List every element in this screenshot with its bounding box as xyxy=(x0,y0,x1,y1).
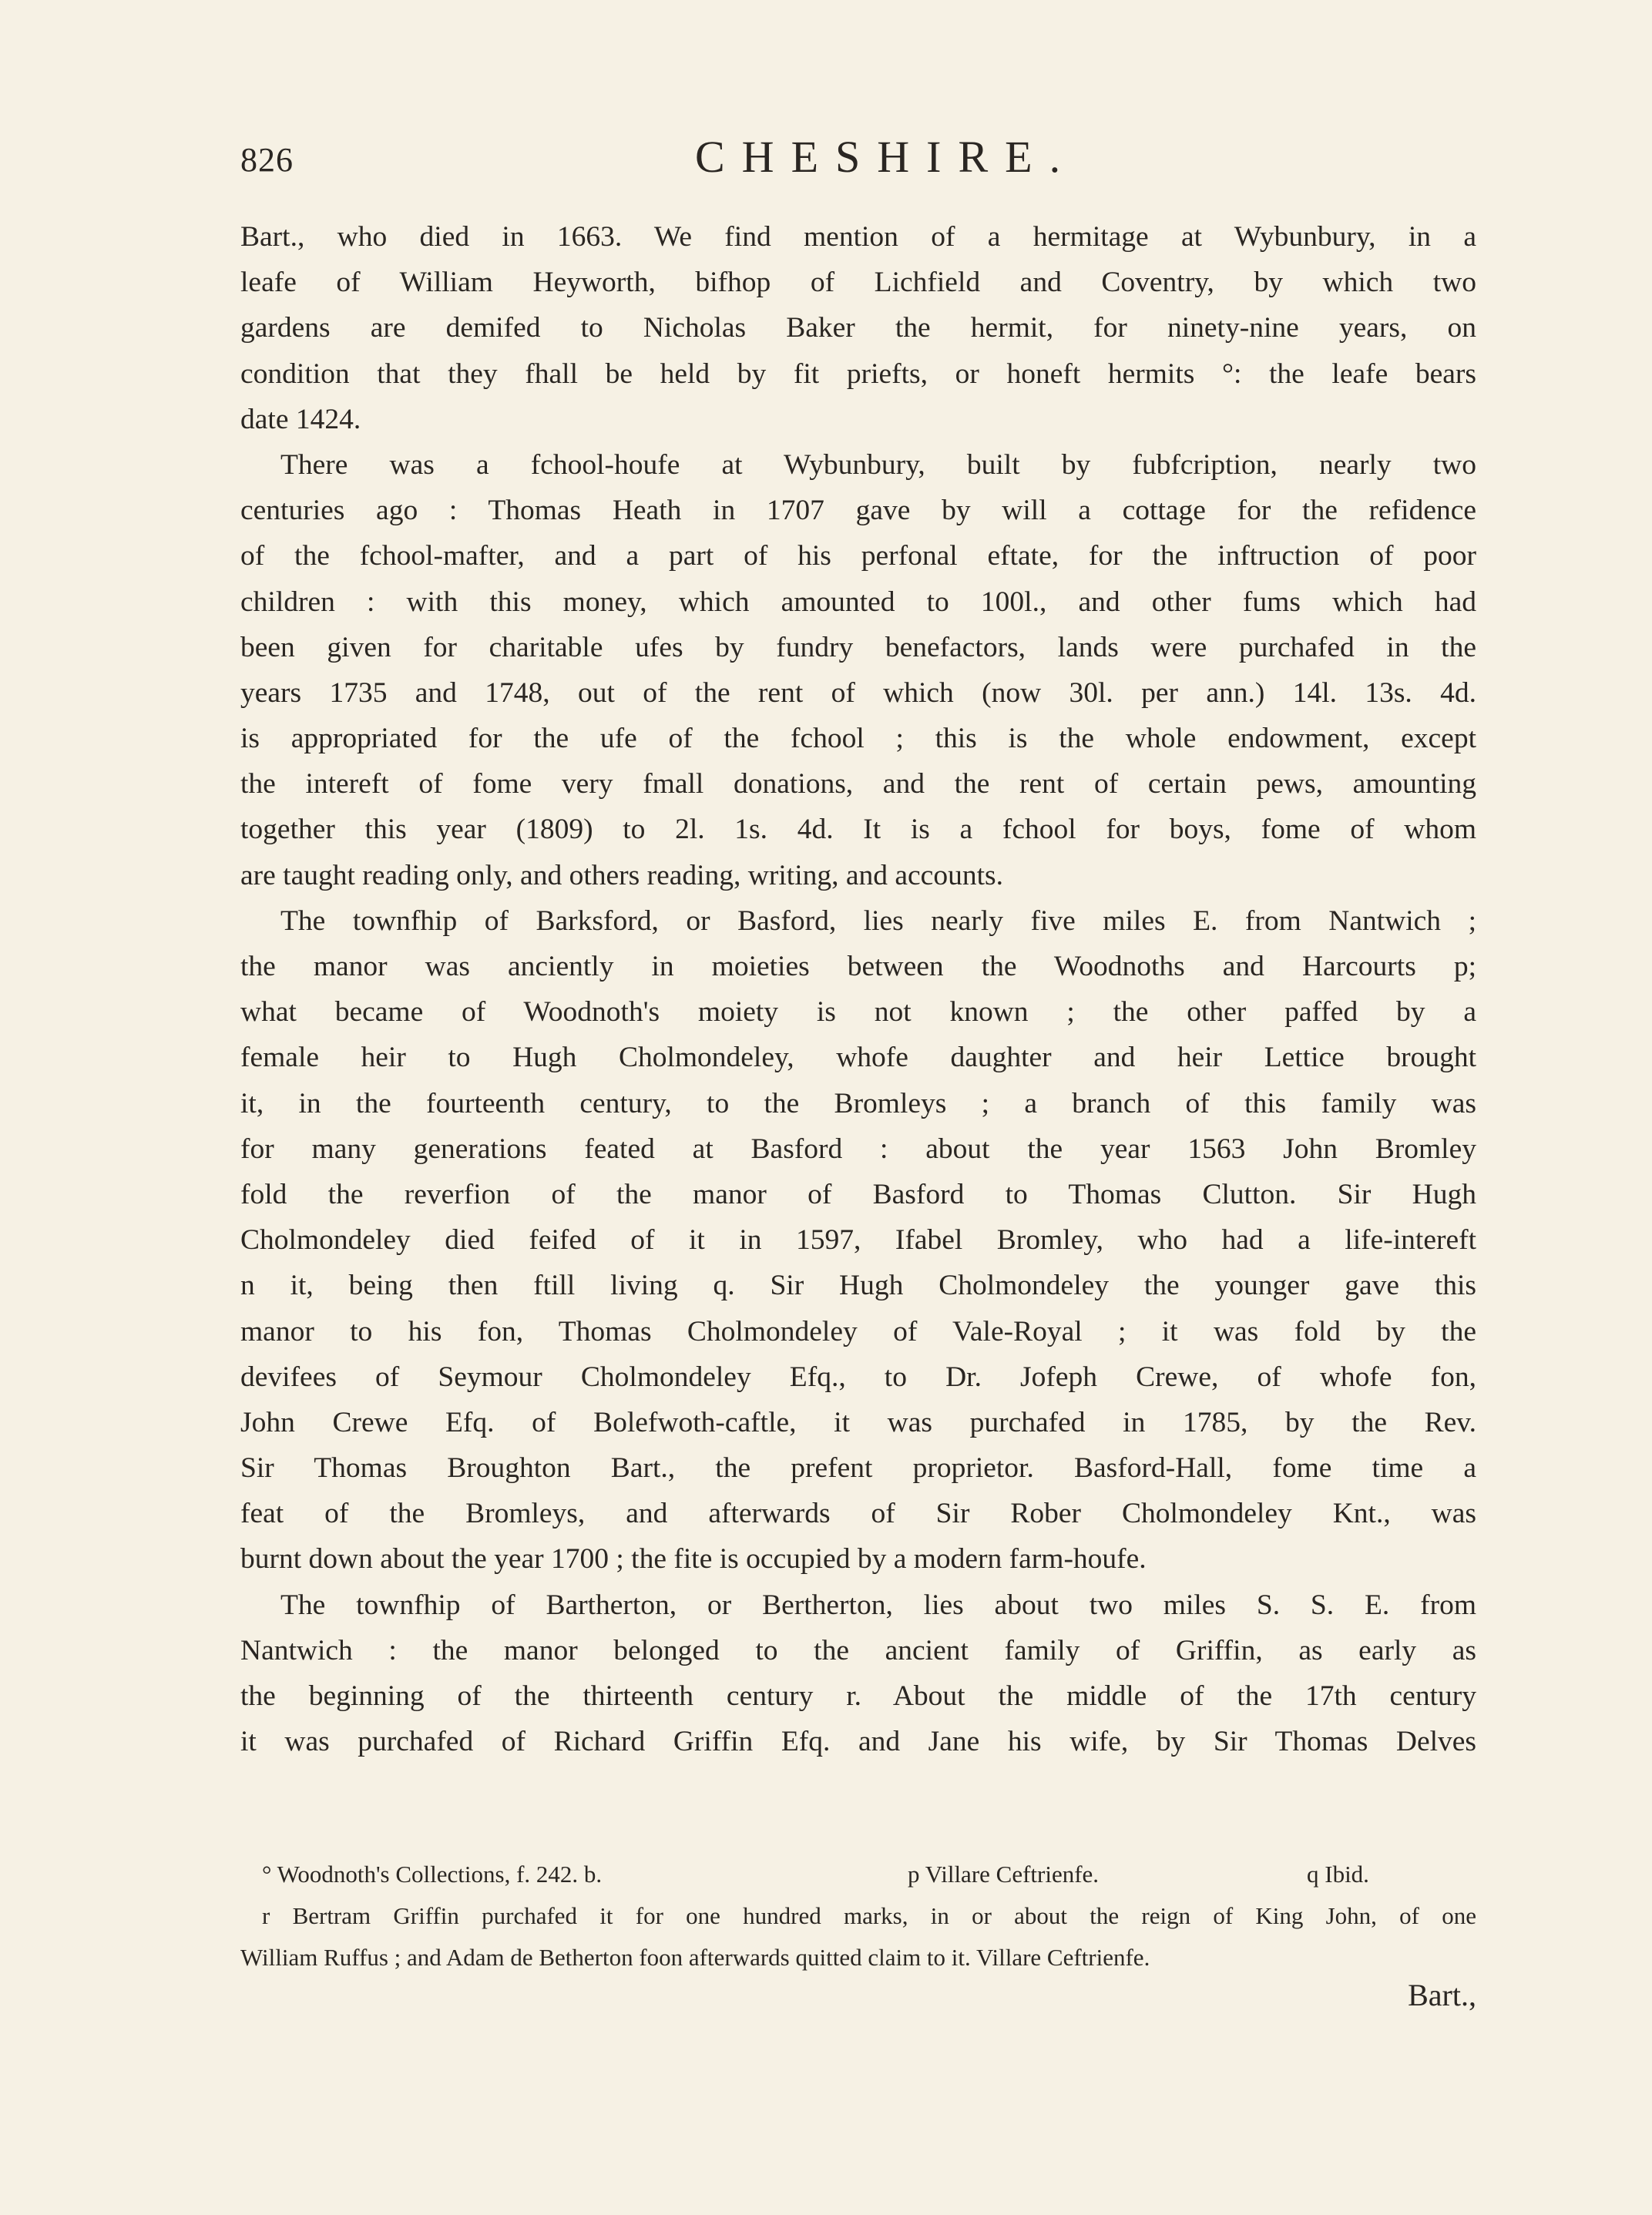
text-line: together this year (1809) to 2l. 1s. 4d. It is a fchool for boys, fome of whom xyxy=(240,814,1476,846)
text-line: Bart., who died in 1663. We find mention of a hermitage at Wybunbury, in a xyxy=(240,221,1476,253)
text-line: fold the reverfion of the manor of Basford to Thomas Clutton. Sir Hugh xyxy=(240,1178,1476,1210)
footnotes xyxy=(240,1854,1476,1978)
text-line: Sir Thomas Broughton Bart., the prefent proprietor. Basford-Hall, fome time a xyxy=(240,1452,1476,1485)
text-line: John Crewe Efq. of Bolefwoth-caftle, it was purchafed in 1785, by the Rev. xyxy=(240,1406,1476,1438)
running-title: CHESHIRE. xyxy=(695,132,1078,182)
page-header xyxy=(240,131,1473,193)
text-line: condition that they fhall be held by fit priefts, or honeft hermits °: the leafe bears xyxy=(240,357,1476,390)
text-line: female heir to Hugh Cholmondeley, whofe daughter and heir Lettice brought xyxy=(240,1042,1476,1074)
footnote-p: p Villare Ceftrienfe. xyxy=(908,1861,1100,1888)
footnote-o: ° Woodnoth's Collections, f. 242. b. xyxy=(262,1861,603,1888)
text-line: Nantwich : the manor belonged to the ancient family of Griffin, as early as xyxy=(240,1634,1476,1666)
text-line: for many generations feated at Basford : about the year 1563 John Bromley xyxy=(240,1133,1476,1165)
text-line: it was purchafed of Richard Griffin Efq. and Jane his wife, by Sir Thomas Delves xyxy=(240,1726,1476,1758)
footnote-r-continued: William Ruffus ; and Adam de Betherton foon afterwards quitted claim to it. Villare Ceftrienfe. xyxy=(240,1944,1150,1971)
text-line: the manor was anciently in moieties between the Woodnoths and Harcourts p; xyxy=(240,951,1476,982)
text-line: gardens are demifed to Nicholas Baker the hermit, for ninety-nine years, on xyxy=(240,312,1476,344)
footnote-r: r Bertram Griffin purchafed it for one hundred marks, in or about the reign of King John, of one xyxy=(262,1902,1476,1929)
text-line: the intereft of fome very fmall donations, and the rent of certain pews, amounting xyxy=(240,768,1476,800)
body-text xyxy=(240,214,1476,1764)
text-line: it, in the fourteenth century, to the Bromleys ; a branch of this family was xyxy=(240,1087,1476,1119)
text-line: burnt down about the year 1700 ; the fite is occupied by a modern farm-houfe. xyxy=(240,1543,1147,1576)
text-line: n it, being then ftill living q. Sir Hugh Cholmondeley the younger gave this xyxy=(240,1270,1476,1302)
text-line: date 1424. xyxy=(240,403,361,435)
text-line: The townfhip of Bartherton, or Bertherton, lies about two miles S. S. E. from xyxy=(280,1589,1476,1621)
footnote-row xyxy=(240,1854,1476,1895)
text-line: feat of the Bromleys, and afterwards of Sir Rober Cholmondeley Knt., was xyxy=(240,1498,1476,1530)
page-number: 826 xyxy=(240,141,294,179)
text-line: There was a fchool-houfe at Wybunbury, built by fubfcription, nearly two xyxy=(280,448,1476,481)
text-line: manor to his fon, Thomas Cholmondeley of Vale-Royal ; it was fold by the xyxy=(240,1315,1476,1347)
text-line: Cholmondeley died feifed of it in 1597, Ifabel Bromley, who had a life-intereft xyxy=(240,1224,1476,1257)
text-line: centuries ago : Thomas Heath in 1707 gave by will a cottage for the refidence xyxy=(240,495,1476,527)
text-line: what became of Woodnoth's moiety is not known ; the other paffed by a xyxy=(240,996,1476,1029)
footnote-q: q Ibid. xyxy=(1307,1861,1369,1888)
text-line: The townfhip of Barksford, or Basford, lies nearly five miles E. from Nantwich ; xyxy=(280,904,1476,937)
text-line: the beginning of the thirteenth century r. About the middle of the 17th century xyxy=(240,1680,1476,1712)
text-line: leafe of William Heyworth, bifhop of Lichfield and Coventry, by which two xyxy=(240,267,1476,299)
catchword: Bart., xyxy=(1408,1978,1476,2012)
text-line: are taught reading only, and others reading, writing, and accounts. xyxy=(240,859,1003,891)
text-line: is appropriated for the ufe of the fchool ; this is the whole endowment, except xyxy=(240,723,1476,755)
text-line: been given for charitable ufes by fundry benefactors, lands were purchafed in the xyxy=(240,631,1476,663)
text-line: devifees of Seymour Cholmondeley Efq., to Dr. Jofeph Crewe, of whofe fon, xyxy=(240,1361,1476,1393)
text-line: years 1735 and 1748, out of the rent of which (now 30l. per ann.) 14l. 13s. 4d. xyxy=(240,676,1476,709)
text-line: of the fchool-mafter, and a part of his perfonal eftate, for the inftruction of poor xyxy=(240,540,1476,572)
text-line: children : with this money, which amounted to 100l., and other fums which had xyxy=(240,586,1476,618)
